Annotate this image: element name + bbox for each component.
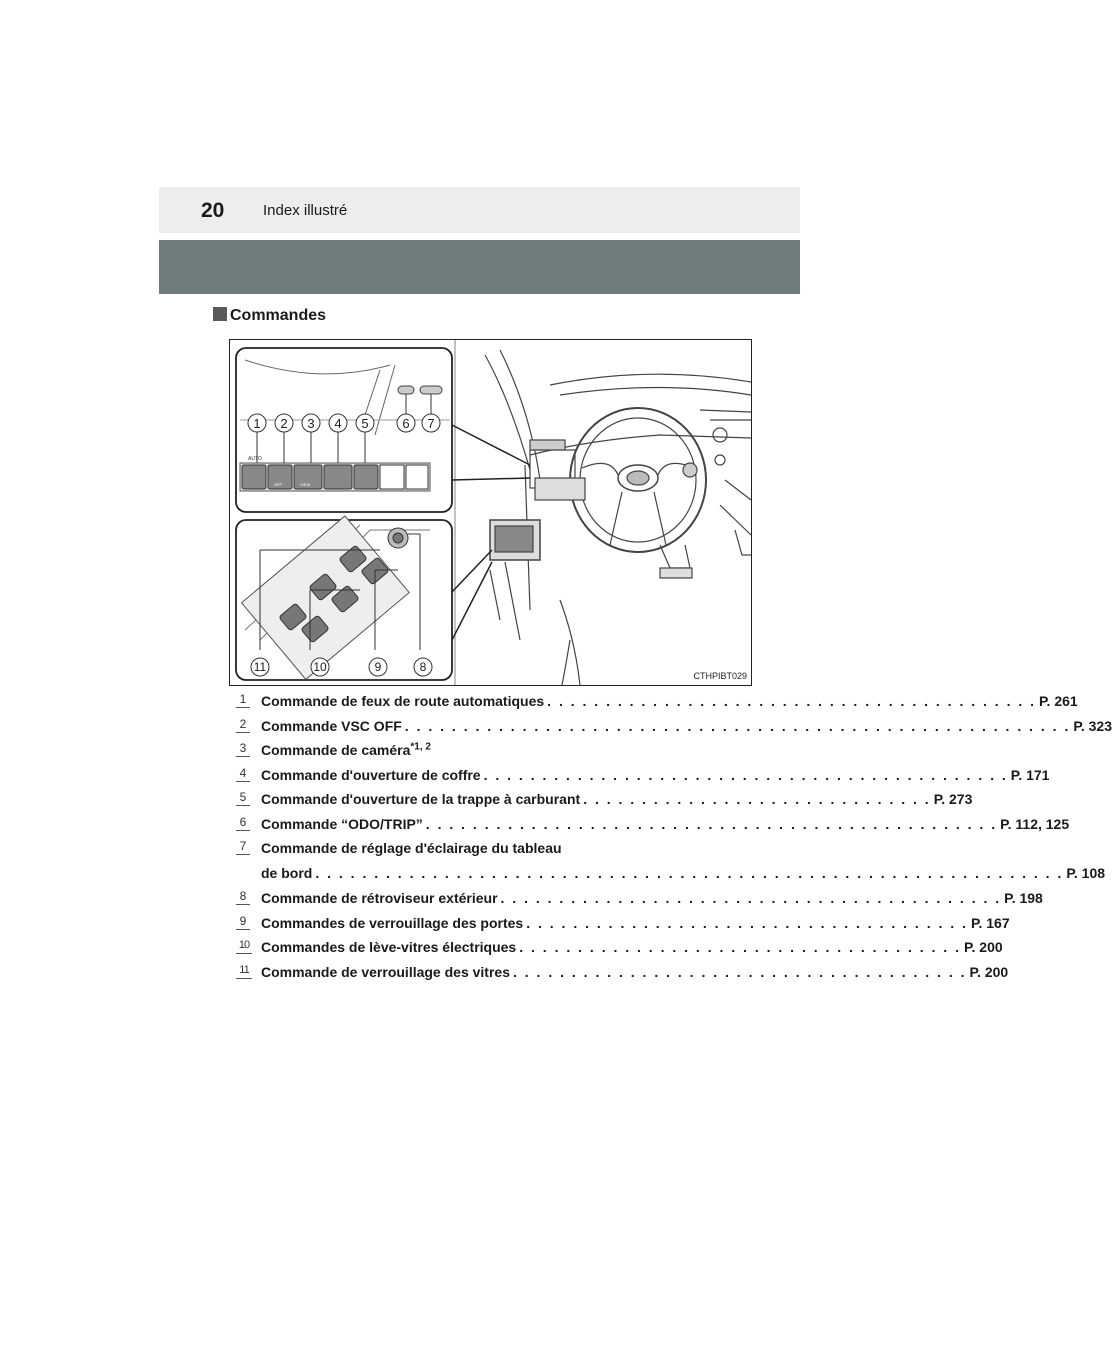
item-number: 7 <box>236 839 250 855</box>
page-number: 20 <box>201 199 225 222</box>
dashboard-drawing <box>455 340 751 685</box>
item-text: Commande d'ouverture de coffre <box>261 766 481 783</box>
item-text: Commandes de verrouillage des portes <box>261 914 524 931</box>
item-leader: . . . . . . . . . . . . . . . . . . . . . . . . . . . . . . . . . . . . . . . . . . . <box>500 890 1002 906</box>
item-text: Commande VSC OFF <box>261 717 402 734</box>
callout-11: 11 <box>253 660 267 674</box>
switch-label-off: OFF <box>274 482 282 487</box>
item-text-continued: de bord <box>261 865 313 881</box>
callout-3: 3 <box>307 416 315 431</box>
item-text: Commandes de lève-vitres électriques <box>261 939 517 955</box>
item-text: Commande de caméra$^{*1, 2}$ <box>261 741 431 758</box>
controls-illustration <box>229 339 752 686</box>
section-band <box>159 240 800 294</box>
item-leader: . . . . . . . . . . . . . . . . . . . . . . . . . . . . . . . . . . . . . . . . . . . . . . . . . <box>425 815 998 832</box>
list-item <box>236 912 1010 937</box>
item-page-ref: P. 198 <box>1004 890 1043 906</box>
door-panel-zoom <box>236 516 452 680</box>
callout-4: 4 <box>334 416 342 431</box>
callout-7: 7 <box>427 416 435 431</box>
item-text: Commande d'ouverture de la trappe à carburant <box>261 791 581 807</box>
item-page-ref: P. 261 <box>1039 693 1078 709</box>
footnote-marker: *1, 2 <box>410 741 431 753</box>
item-page-ref: P. 323 <box>1073 717 1112 734</box>
item-leader: . . . . . . . . . . . . . . . . . . . . . . . . . . . . . . . . . . . . . . . . . . . . . <box>483 766 1008 783</box>
switch-panel-zoom <box>236 348 452 512</box>
item-number: 2 <box>236 717 250 733</box>
list-item <box>236 715 1112 740</box>
item-number: 4 <box>236 766 250 782</box>
item-number: 11 <box>236 963 252 979</box>
callout-6: 6 <box>402 416 410 431</box>
item-page-ref: P. 171 <box>1010 766 1050 783</box>
item-number: 5 <box>236 790 250 806</box>
item-page-ref: P. 167 <box>970 914 1010 931</box>
item-number: 1 <box>236 692 250 708</box>
page-header <box>159 187 800 233</box>
item-leader: . . . . . . . . . . . . . . . . . . . . . . . . . . . . . . . . . . . . . . . . . . . . . . . . . . . . . . . . . <box>404 717 1071 734</box>
item-leader: . . . . . . . . . . . . . . . . . . . . . . . . . . . . . . . . . . . . . . <box>526 914 968 931</box>
callout-1: 1 <box>253 416 261 431</box>
item-leader: . . . . . . . . . . . . . . . . . . . . . . . . . . . . . . . . . . . . . . . <box>512 963 967 980</box>
item-number: 8 <box>236 889 250 905</box>
callout-8: 8 <box>419 660 427 674</box>
item-leader: . . . . . . . . . . . . . . . . . . . . . . . . . . . . . . . . . . . . . . . . . . . . . . . . . . . . . . . . . . . . . . . . <box>315 865 1064 881</box>
list-item <box>236 887 1043 912</box>
item-leader: . . . . . . . . . . . . . . . . . . . . . . . . . . . . . . . . . . . . . . . . . . <box>547 693 1037 709</box>
callout-10: 10 <box>313 660 327 674</box>
switch-label-view: VIEW <box>300 482 311 487</box>
item-text: Commande de feux de route automatiques <box>261 693 545 709</box>
item-text: Commande de réglage d'éclairage du tableau <box>261 840 562 856</box>
item-leader: . . . . . . . . . . . . . . . . . . . . . . . . . . . . . . <box>583 791 931 807</box>
list-item <box>236 788 973 813</box>
item-text: Commande “ODO/TRIP” <box>261 815 423 832</box>
item-number: 9 <box>236 914 250 930</box>
section-title: Commandes <box>230 307 327 324</box>
item-number: 3 <box>236 741 250 757</box>
list-item <box>236 739 726 764</box>
item-page-ref: P. 273 <box>933 791 973 807</box>
callout-5: 5 <box>361 416 369 431</box>
list-item <box>236 764 1050 789</box>
figure-code: CTHPIBT029 <box>693 671 747 681</box>
item-text: Commande de rétroviseur extérieur <box>261 890 498 906</box>
bullet-square-icon <box>213 307 227 321</box>
callout-2: 2 <box>280 416 288 431</box>
item-page-ref: P. 200 <box>969 963 1009 980</box>
callout-9: 9 <box>374 660 382 674</box>
list-item <box>236 690 1078 715</box>
list-item <box>236 936 1003 961</box>
header-title: Index illustré <box>263 202 348 219</box>
list-item <box>236 837 1106 887</box>
list-item <box>236 961 1009 986</box>
switch-label-auto: AUTO <box>248 456 262 462</box>
item-page-ref: P. 112, 125 <box>1000 815 1070 832</box>
item-page-ref: P. 108 <box>1066 865 1106 881</box>
item-number: 6 <box>236 815 250 831</box>
item-number: 10 <box>236 938 252 954</box>
list-item <box>236 813 1070 838</box>
item-page-ref: P. 200 <box>963 939 1003 955</box>
item-text: Commande de verrouillage des vitres <box>261 963 510 980</box>
controls-list <box>236 690 1112 985</box>
item-leader: . . . . . . . . . . . . . . . . . . . . . . . . . . . . . . . . . . . . . . <box>519 939 961 955</box>
section-heading <box>213 306 326 326</box>
